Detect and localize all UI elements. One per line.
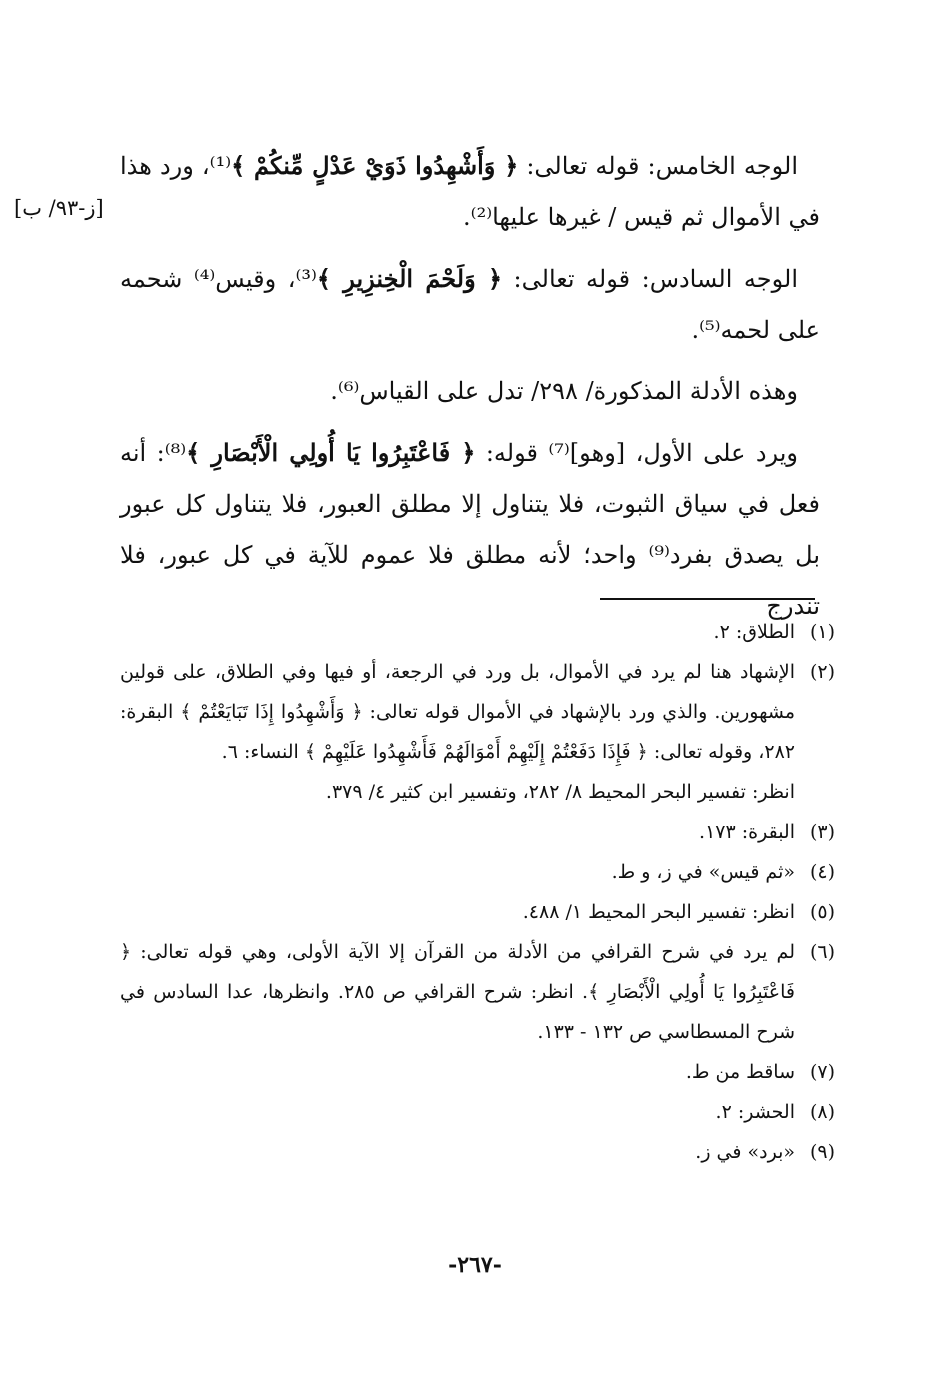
paragraph-text: ويرد على الأول، [وهو]⁽⁷⁾ قوله: — [475, 439, 799, 467]
page-number: -٢٦٧- — [448, 1252, 502, 1278]
paragraph-sixth-aspect — [120, 253, 820, 356]
footnote-text: الحشر: ٢. — [715, 1101, 795, 1123]
footnote-text: الإشهاد هنا لم يرد في الأموال، بل ورد في الرجعة، أو فيها وفي الطلاق، على قولين مشهورين. والذي ورد بالإشهاد في الأموال قوله تعالى: ﴿ وَأَشْهِدُوا إِذَا تَبَايَعْتُمْ ﴾ البقرة: ٢٨٢، وقوله تعالى: ﴿ فَإِذَا دَفَعْتُمْ إِلَيْهِمْ أَمْوَالَهُمْ فَأَشْهِدُوا عَلَيْهِمْ ﴾ النساء: ٦. — [120, 661, 795, 763]
footnote-item — [120, 892, 835, 932]
footnote-number: (١) — [809, 621, 835, 643]
footnote-item — [120, 612, 835, 652]
footnote-item — [120, 932, 835, 1052]
quran-quote: ﴿ فَاعْتَبِرُوا يَا أُولِي الْأَبْصَارِ ﴾ — [186, 438, 476, 467]
paragraph-text: ⁽³⁾، وقيس⁽⁴⁾ شحمه على لحمه⁽⁵⁾. — [120, 265, 820, 344]
paragraph-text: ⁽⁸⁾: أنه فعل في سياق الثبوت، فلا يتناول إلا مطلق العبور، فلا يتناول كل عبور بل يصدق بفرد⁽⁹⁾ واحد؛ لأنه مطلق فلا عموم للآية في كل عبور، فلا تندرج — [120, 439, 820, 620]
footnote-number: (٩) — [809, 1141, 835, 1163]
footnote-number: (٣) — [809, 821, 835, 843]
paragraph-text: وهذه الأدلة المذكورة/ ٢٩٨/ تدل على القياس⁽⁶⁾. — [330, 377, 798, 405]
footnotes — [120, 612, 835, 1172]
footnote-number: (٨) — [809, 1101, 835, 1123]
main-text — [120, 140, 820, 642]
footnote-text: البقرة: ١٧٣. — [699, 821, 795, 843]
footnote-continuation — [120, 772, 835, 812]
paragraph-evidence-summary — [120, 366, 820, 417]
paragraph-objection — [120, 427, 820, 632]
footnote-text: «ثم قيس» في ز، و ط. — [611, 861, 795, 883]
paragraph-text: ⁽¹⁾، ورد هذا في الأموال ثم قيس / غيرها عليها⁽²⁾. — [120, 152, 820, 231]
footnote-text: لم يرد في شرح القرافي من الأدلة من القرآن إلا الآية الأولى، وهي قوله تعالى: ﴿ فَاعْتَبِرُوا يَا أُولِي الْأَبْصَارِ ﴾. انظر: شرح القرافي ص ٢٨٥. وانظرها، عدا السادس في شرح المسطاسي ص ١٣٢ - ١٣٣. — [120, 941, 796, 1043]
footnote-number: (٥) — [809, 901, 835, 923]
footnote-number: (٢) — [809, 661, 835, 683]
footnote-item — [120, 1092, 835, 1132]
footnote-number: (٤) — [809, 861, 835, 883]
paragraph-text: الوجه الخامس: قوله تعالى: — [518, 152, 798, 180]
quran-quote: ﴿ وَأَشْهِدُوا ذَوَيْ عَدْلٍ مِّنكُمْ ﴾ — [231, 151, 519, 180]
footnote-item — [120, 652, 835, 772]
footnote-item — [120, 1052, 835, 1092]
footnote-number: (٧) — [809, 1061, 835, 1083]
paragraph-text: الوجه السادس: قوله تعالى: — [502, 265, 798, 293]
manuscript-folio-note: [ز-٩٣/ ب] — [14, 196, 104, 220]
footnote-separator — [600, 598, 815, 600]
paragraph-fifth-aspect — [120, 140, 820, 243]
footnote-item — [120, 1132, 835, 1172]
footnote-text: انظر: تفسير البحر المحيط ١/ ٤٨٨. — [522, 901, 795, 923]
footnote-text: الطلاق: ٢. — [713, 621, 795, 643]
footnote-number: (٦) — [809, 941, 835, 963]
footnote-text: ساقط من ط. — [685, 1061, 795, 1083]
footnote-text: «برد» في ز. — [695, 1141, 795, 1163]
footnote-item — [120, 812, 835, 852]
footnote-item — [120, 852, 835, 892]
footnote-text: انظر: تفسير البحر المحيط ٨/ ٢٨٢، وتفسير ابن كثير ٤/ ٣٧٩. — [325, 781, 795, 803]
quran-quote: ﴿ وَلَحْمَ الْخِنزِيرِ ﴾ — [316, 264, 503, 293]
